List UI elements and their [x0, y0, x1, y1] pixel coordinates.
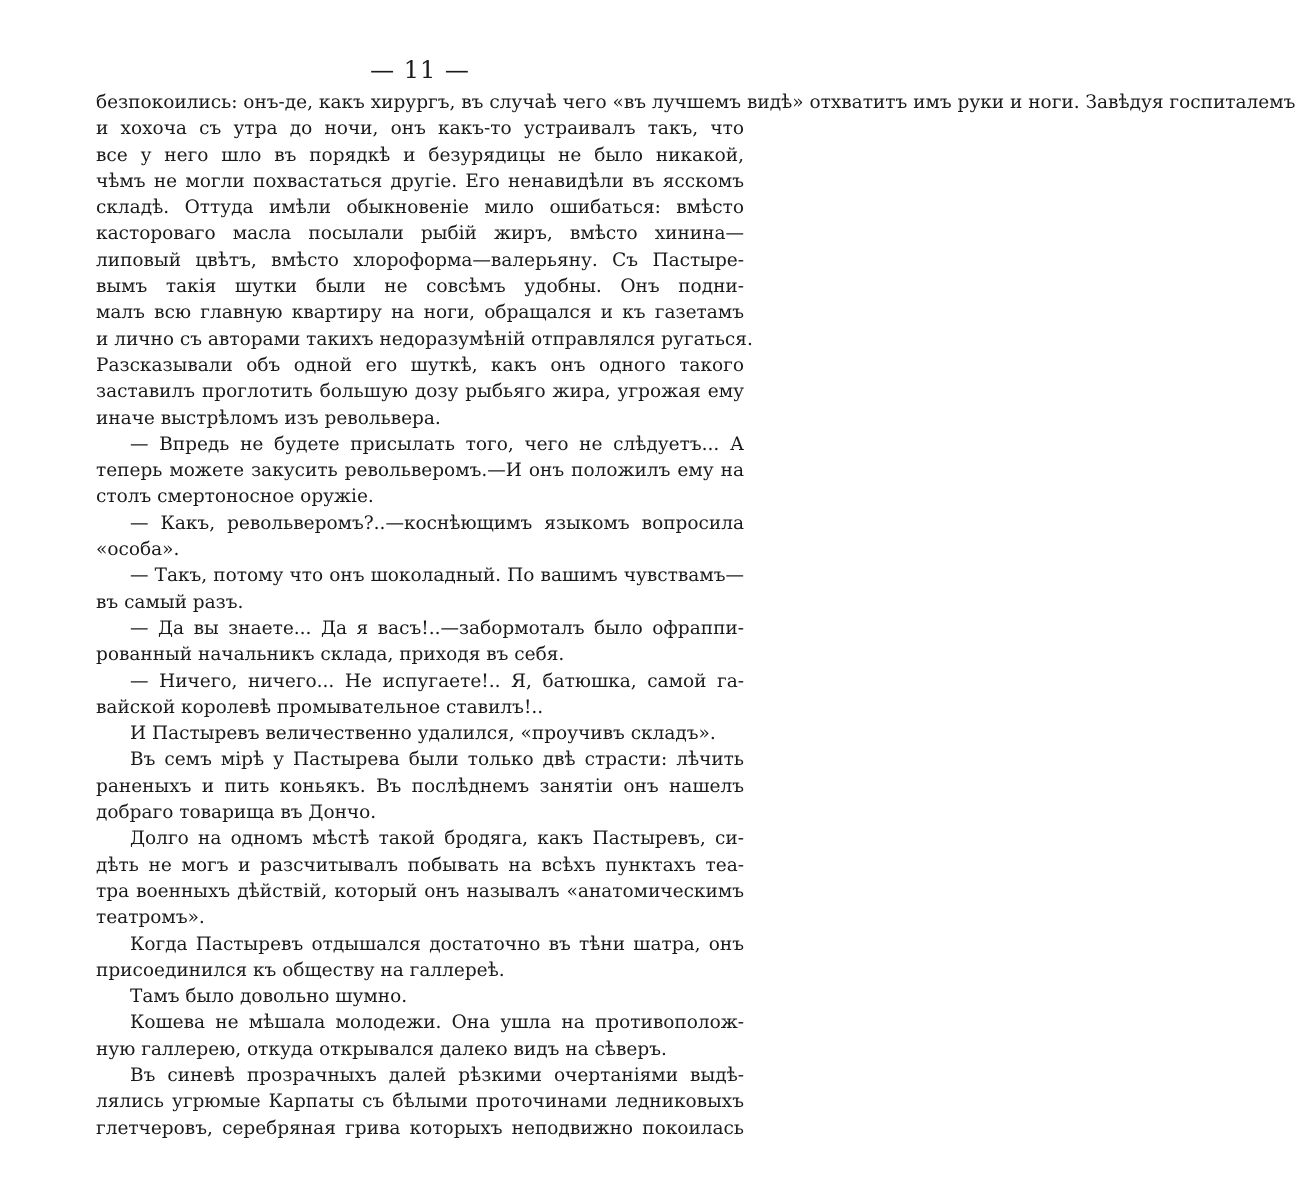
- text-line: Тамъ было довольно шумно.: [130, 986, 408, 1008]
- text-line: И Пастыревъ величественно удалился, «проучивъ складъ».: [130, 723, 716, 745]
- text-line: — Такъ, потому что онъ шоколадный. По вашимъ чувствамъ—: [130, 565, 744, 587]
- text-line: кастороваго масла посылали рыбій жиръ, вмѣсто хинина—: [96, 223, 744, 245]
- text-line: столъ смертоносное оружіе.: [96, 486, 374, 508]
- text-line: и лично съ авторами такихъ недоразумѣній отправлялся ругаться.: [96, 328, 753, 350]
- text-line: Въ синевѣ прозрачныхъ далей рѣзкими очертаніями выдѣ-: [130, 1064, 744, 1086]
- text-line: глетчеровъ, серебряная грива которыхъ неподвижно покоилась: [96, 1117, 744, 1139]
- text-line: теперь можете закусить револьверомъ.—И онъ положилъ ему на: [96, 460, 744, 482]
- text-line: ную галлерею, откуда открывался далеко видъ на сѣверъ.: [96, 1038, 667, 1060]
- text-line: «особа».: [96, 539, 180, 561]
- text-line: и хохоча съ утра до ночи, онъ какъ-то устраивалъ такъ, что: [96, 118, 744, 140]
- text-line: — Да вы знаете... Да я васъ!..—забормоталъ было офраппи-: [130, 617, 744, 639]
- text-line: добраго товарища въ Дончо.: [96, 802, 377, 824]
- text-line: Долго на одномъ мѣстѣ такой бродяга, какъ Пастыревъ, си-: [130, 828, 744, 850]
- text-line: все у него шло въ порядкѣ и безурядицы не было никакой,: [96, 144, 744, 166]
- text-line: лялись угрюмые Карпаты съ бѣлыми проточинами ледниковыхъ: [96, 1091, 744, 1113]
- text-line: малъ всю главную квартиру на ноги, обращался и къ газетамъ: [96, 302, 744, 324]
- text-line: — Какъ, револьверомъ?..—коснѣющимъ языкомъ вопросила: [130, 512, 744, 534]
- body-text: [96, 90, 1295, 1142]
- text-line: въ самый разъ.: [96, 591, 244, 613]
- text-line: иначе выстрѣломъ изъ револьвера.: [96, 407, 441, 429]
- text-line: Когда Пастыревъ отдышался достаточно въ тѣни шатра, онъ: [130, 933, 744, 955]
- text-line: — Ничего, ничего... Не испугаетe!.. Я, батюшка, самой га-: [130, 670, 744, 692]
- text-line: безпокоились: онъ-де, какъ хирургъ, въ случаѣ чего «въ лучшемъ видѣ» отхватитъ имъ руки и ноги. Завѣдуя госпиталемъ: [96, 92, 1295, 113]
- text-line: Кошева не мѣшала молодежи. Она ушла на противополож-: [130, 1012, 744, 1034]
- text-line: вымъ такія шутки были не совсѣмъ удобны. Онъ подни-: [96, 276, 744, 298]
- text-line: — Впредь не будете присылать того, чего не слѣдуетъ... А: [130, 433, 744, 455]
- text-line: липовый цвѣтъ, вмѣсто хлороформа—валерьяну. Съ Пастыре-: [96, 249, 744, 271]
- text-line: дѣть не могъ и разсчитывалъ побывать на всѣхъ пунктахъ теа-: [96, 854, 744, 876]
- page-number: — 11 —: [370, 56, 470, 84]
- text-line: театромъ».: [96, 907, 205, 929]
- text-line: тра военныхъ дѣйствій, который онъ называлъ «анатомическимъ: [96, 880, 744, 902]
- text-line: складѣ. Оттуда имѣли обыкновеніе мило ошибаться: вмѣсто: [96, 197, 744, 219]
- text-line: заставилъ проглотить большую дозу рыбьяго жира, угрожая ему: [96, 381, 744, 403]
- text-line: Въ семъ мірѣ у Пастырева были только двѣ страсти: лѣчить: [130, 749, 744, 771]
- text-line: рованный начальникъ склада, приходя въ себя.: [96, 644, 565, 666]
- text-line: вайской королевѣ промывательное ставилъ!..: [96, 696, 544, 718]
- text-line: присоединился къ обществу на галлереѣ.: [96, 959, 505, 981]
- text-line: чѣмъ не могли похвастаться другіе. Его ненавидѣли въ ясскомъ: [96, 170, 744, 192]
- text-line: Разсказывали объ одной его шуткѣ, какъ онъ одного такого: [96, 354, 744, 376]
- text-line: раненыхъ и пить коньякъ. Въ послѣднемъ занятіи онъ нашелъ: [96, 775, 744, 797]
